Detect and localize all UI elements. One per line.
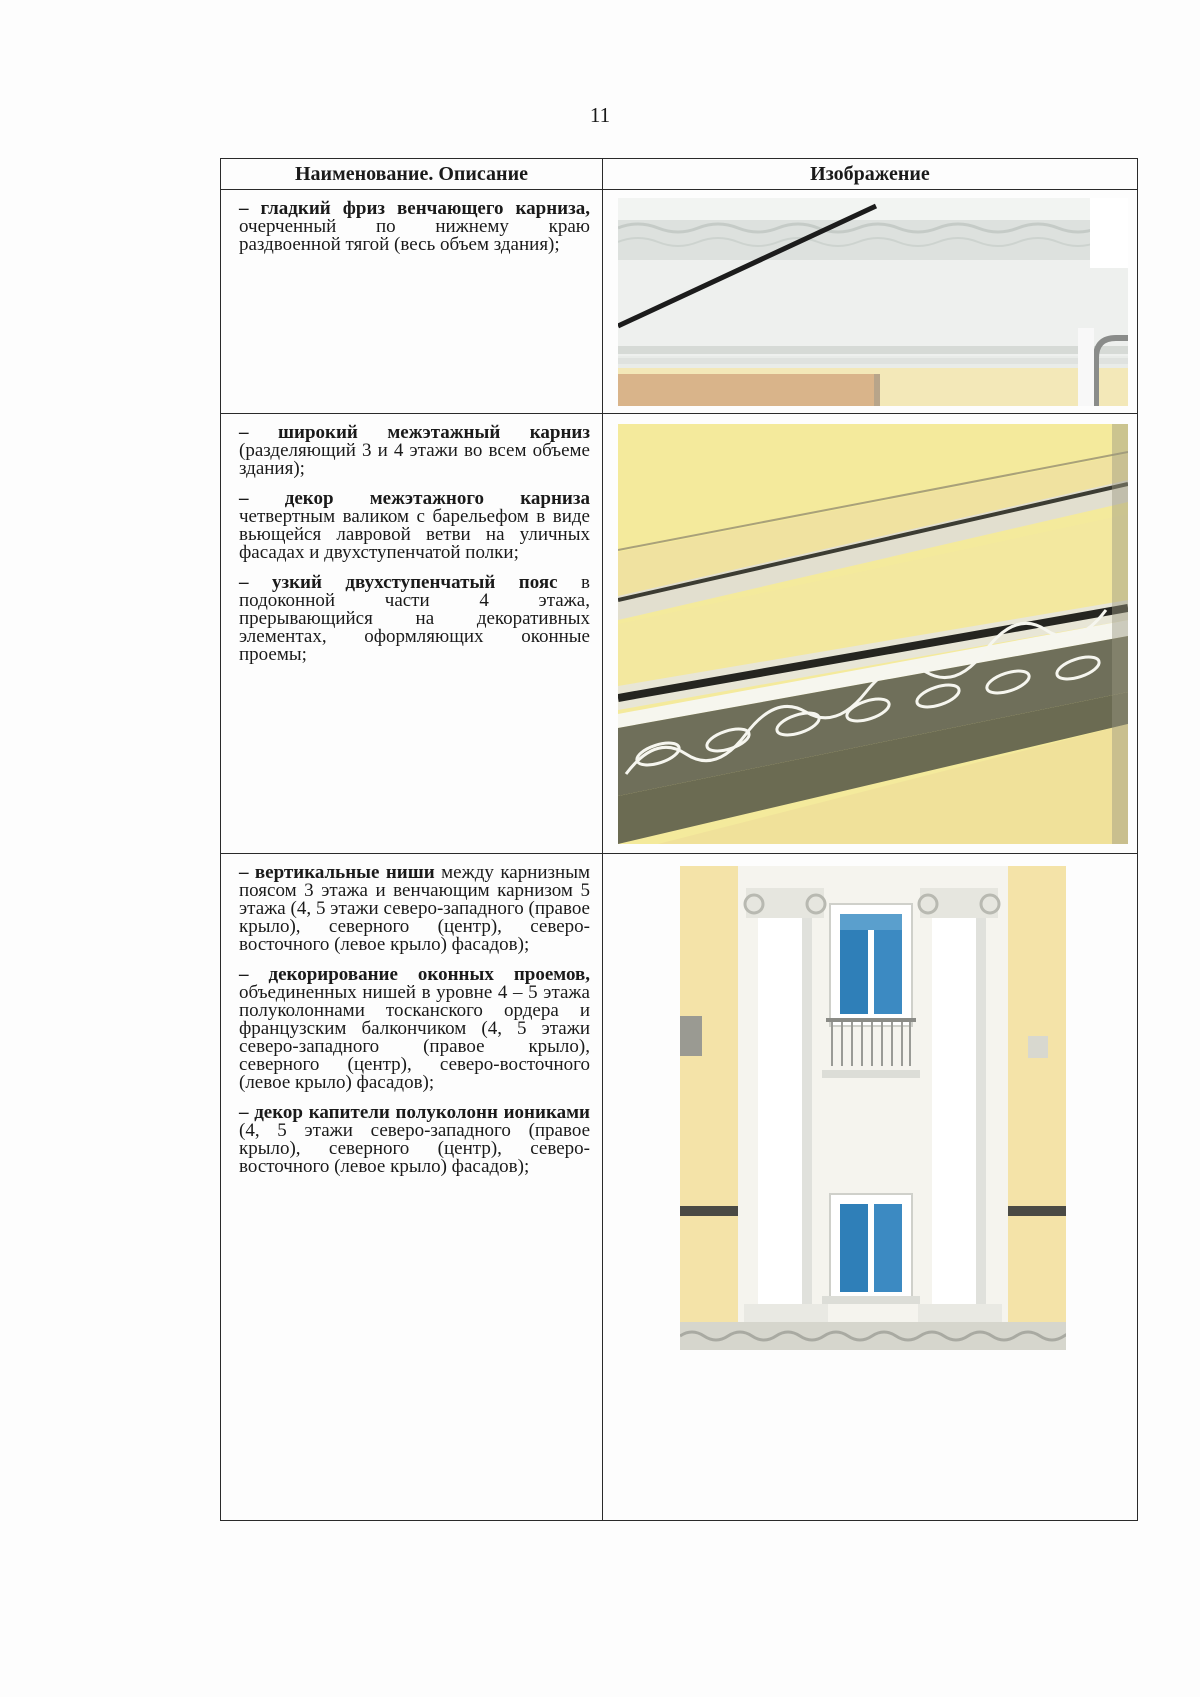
item-text: четвертным валиком с барельефом в виде вьющейся лавровой ветви на уличных фасадах и двухступенчатой полки; [239,506,590,563]
item-title: – декор межэтажного карниза [239,488,590,509]
description-cell [221,414,603,854]
header-description: Наименование. Описание [221,159,603,190]
table-header-row [221,159,1138,190]
table-row [221,854,1138,1521]
header-image: Изображение [603,159,1138,190]
niche-columns-photo [680,866,1066,1350]
list-item [239,490,590,562]
image-cell [603,854,1138,1521]
table-row [221,190,1138,414]
item-title: – широкий межэтажный карниз [239,422,590,443]
description-cell [221,190,603,414]
cornice-frieze-photo [618,198,1128,406]
description-cell [221,854,603,1521]
image-cell [603,190,1138,414]
table-row [221,414,1138,854]
interfloor-cornice-photo [618,424,1128,844]
list-item [239,424,590,478]
item-title: – декор капители полуколонн иониками [239,1102,590,1123]
image-cell [603,414,1138,854]
list-item [239,574,590,664]
item-title: – узкий двухступенчатый пояс [239,572,558,593]
item-text: объединенных нишей в уровне 4 – 5 этажа полуколоннами тосканского ордера и французским балкончиком (4, 5 этажи северо-западного (правое крыло), северного (центр), северо-восточного (левое крыло) фасадов); [239,982,590,1093]
page-number: 11 [589,103,611,127]
list-item [239,966,590,1092]
list-item [239,200,590,254]
item-title: – вертикальные ниши [239,862,435,883]
list-item [239,864,590,954]
item-text: (разделяющий 3 и 4 этажи во всем объеме здания); [239,440,590,479]
item-text: очерченный по нижнему краю раздвоенной тягой (весь объем здания); [239,216,590,255]
item-title: – гладкий фриз венчающего карниза, [239,198,590,219]
description-table [220,158,1138,1521]
item-text: в подоконной части 4 этажа, прерывающийся на декоративных элементах, оформляющих оконные проемы; [239,572,590,665]
item-text: между карнизным поясом 3 этажа и венчающим карнизом 5 этажа (4, 5 этажи северо-западного (правое крыло), северного (центр), северо-восточного (левое крыло) фасадов); [239,862,590,955]
item-title: – декорирование оконных проемов, [239,964,590,985]
list-item [239,1104,590,1176]
item-text: (4, 5 этажи северо-западного (правое крыло), северного (центр), северо-восточного (левое крыло) фасадов); [239,1120,590,1177]
